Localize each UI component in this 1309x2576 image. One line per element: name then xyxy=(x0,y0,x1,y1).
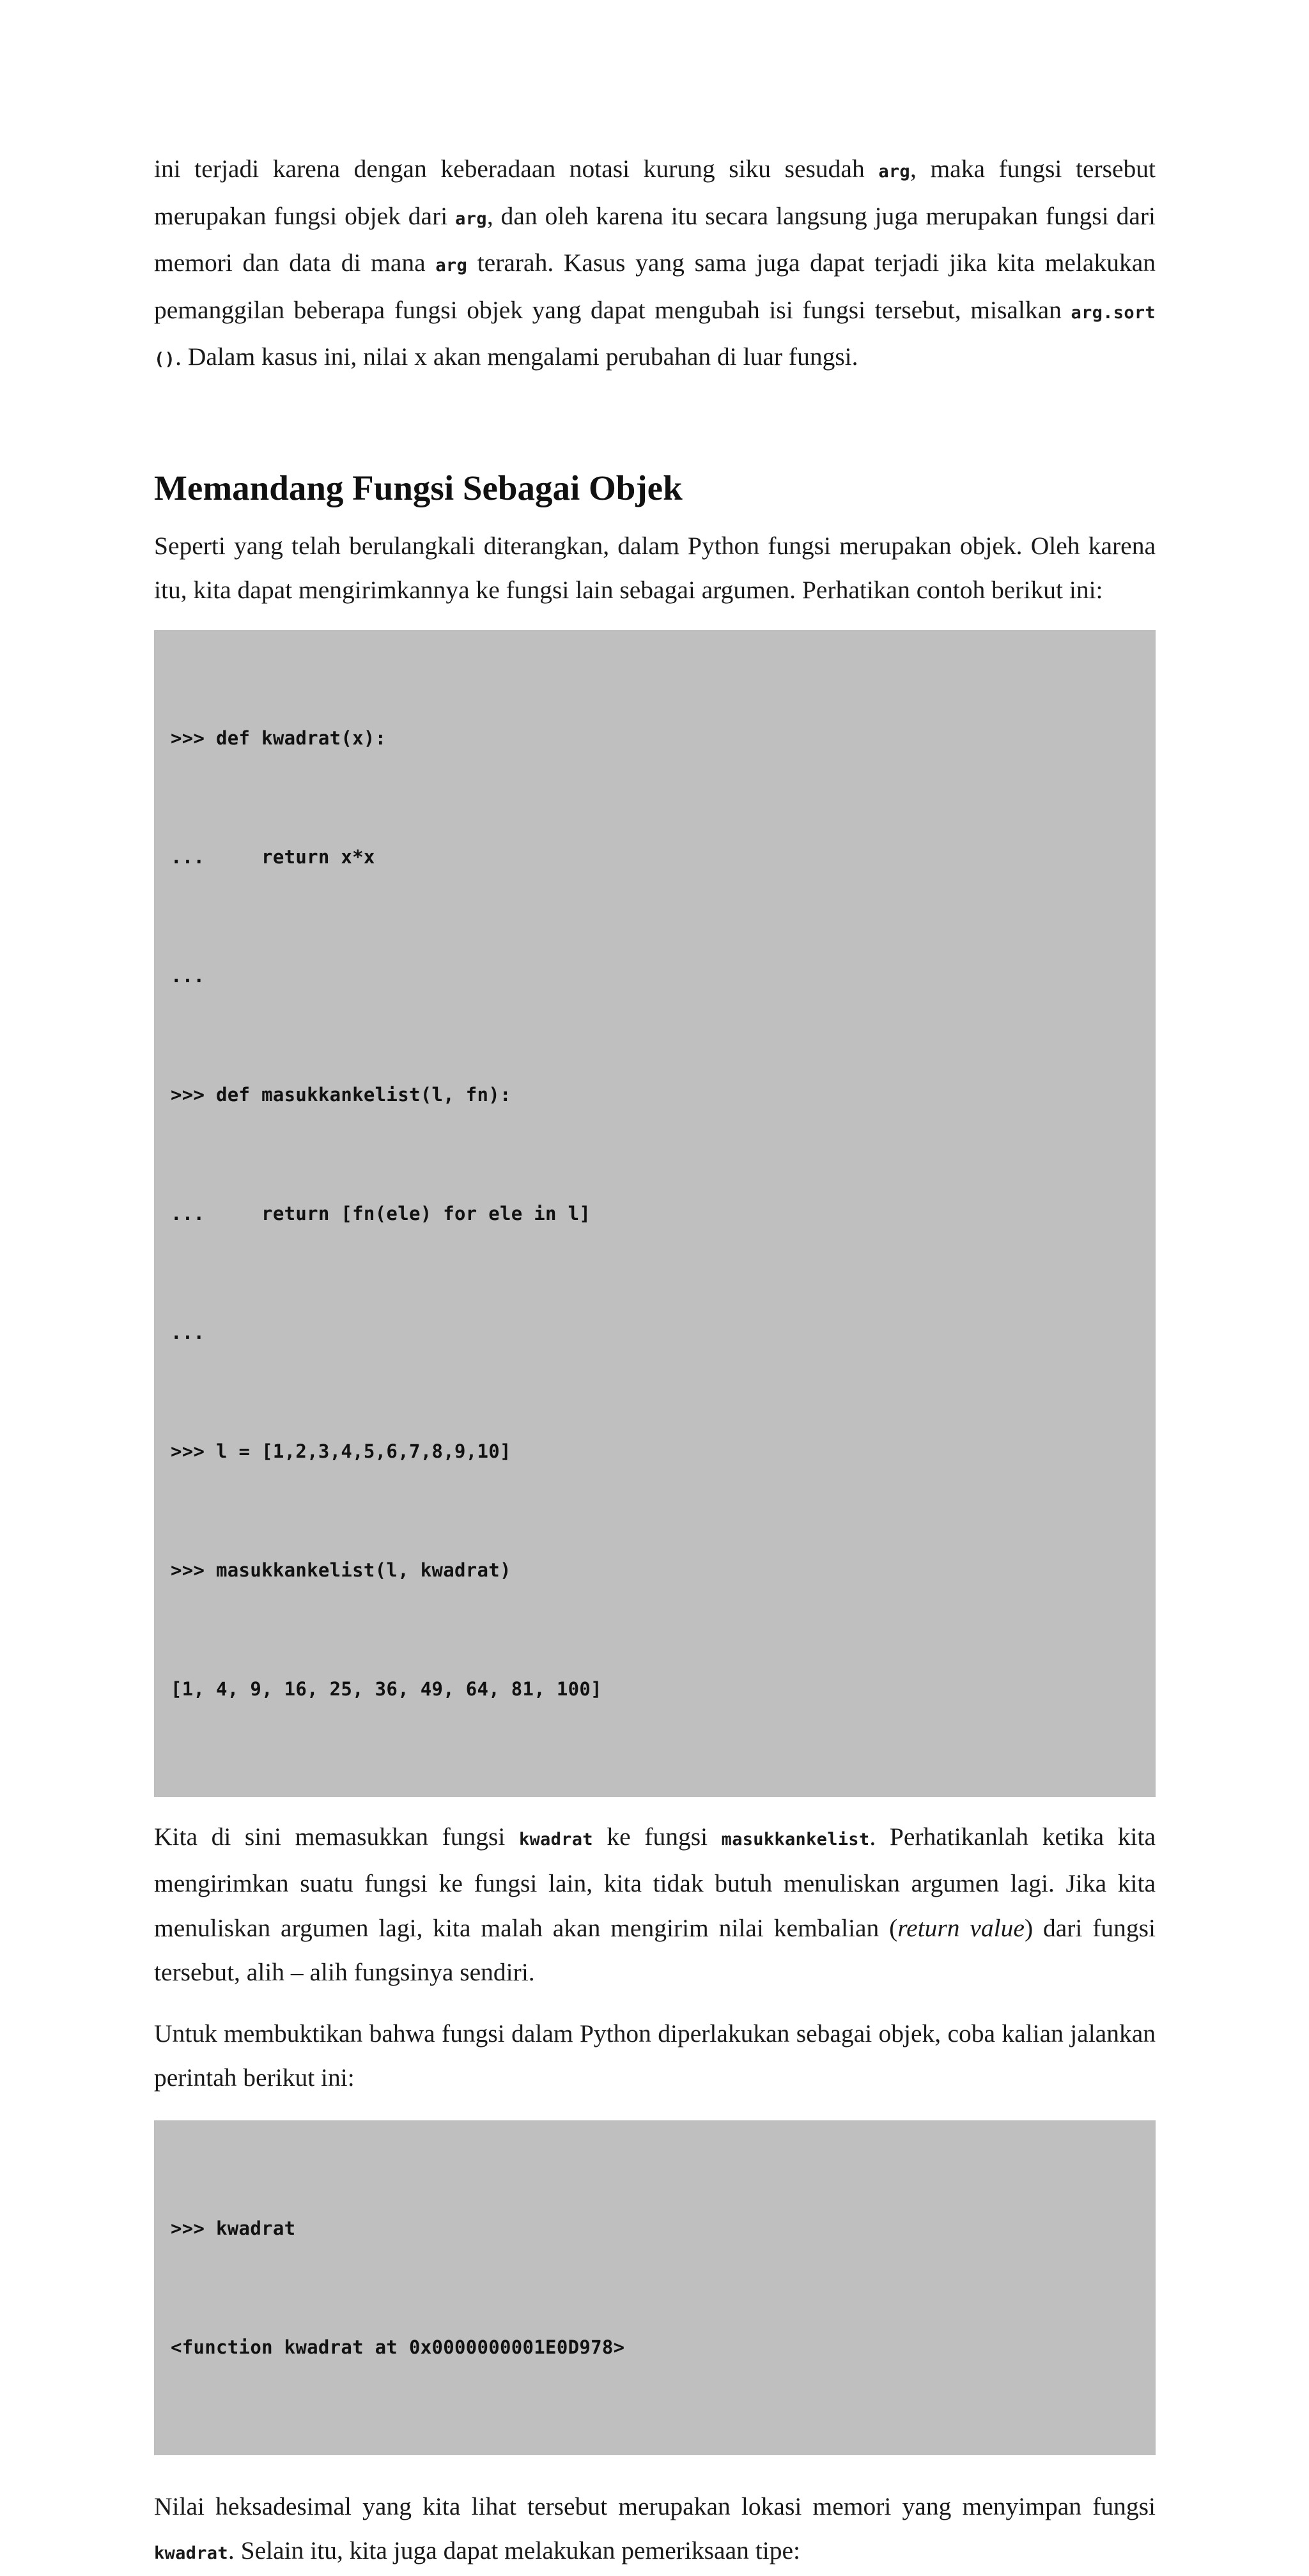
kita-text-4: ) dari fungsi tersebut, alih – alih fungsinya sendiri. xyxy=(154,1913,1156,1986)
section-heading: Memandang Fungsi Sebagai Objek xyxy=(154,468,683,507)
lead-paragraph: Seperti yang telah berulangkali diterangkan, dalam Python fungsi merupakan objek. Oleh karena itu, kita dapat mengirimkannya ke fungsi lain sebagai argumen. Perhatikan contoh berikut ini: xyxy=(154,531,1156,604)
inline-code-arg: arg xyxy=(455,208,487,229)
inline-code-arg: arg xyxy=(435,256,468,275)
inline-code-kwadrat: kwadrat xyxy=(518,1829,593,1849)
inline-code-arg: arg xyxy=(878,162,910,181)
intro-paragraph xyxy=(154,147,1156,382)
intro-text-4: terarah. Kasus yang sama juga dapat terjadi jika kita melakukan pemanggilan beberapa fungsi objek yang dapat mengubah isi fungsi tersebut, misalkan xyxy=(154,249,1156,324)
kita-text-1: Kita di sini memasukkan fungsi xyxy=(154,1822,519,1851)
code-line: >>> def kwadrat(x): xyxy=(171,727,387,749)
code-block-function-object xyxy=(154,2120,1156,2455)
code-line: [1, 4, 9, 16, 25, 36, 49, 64, 81, 100] xyxy=(171,1677,602,1700)
code-line: >>> kwadrat xyxy=(171,2217,296,2239)
code-line: ... return x*x xyxy=(171,845,375,868)
hex-paragraph xyxy=(154,2485,1156,2576)
inline-code-masukkankelist: masukkankelist xyxy=(721,1829,870,1849)
code-line: ... return [fn(ele) for ele in l] xyxy=(171,1202,591,1224)
explanation-paragraph xyxy=(154,1815,1156,1995)
code-line: >>> def masukkankelist(l, fn): xyxy=(171,1083,511,1106)
code-block-kwadrat-example xyxy=(154,630,1156,1797)
intro-text-1: ini terjadi karena dengan keberadaan notasi kurung siku sesudah xyxy=(154,155,879,183)
inline-code-arg-sort: arg.sort () xyxy=(154,302,1156,369)
intro-text-2: , maka fungsi tersebut merupakan fungsi objek dari xyxy=(154,155,1156,230)
proof-paragraph: Untuk membuktikan bahwa fungsi dalam Python diperlakukan sebagai objek, coba kalian jalankan perintah berikut ini: xyxy=(154,2019,1156,2092)
nilai-text-2: . Selain itu, kita juga dapat melakukan pemeriksaan tipe: xyxy=(228,2536,800,2564)
kita-text-3: . Perhatikanlah ketika kita mengirimkan suatu fungsi ke fungsi lain, kita tidak butuh menuliskan argumen lagi. Jika kita menuliskan argumen lagi, kita malah akan mengirim nilai kembalian ( xyxy=(154,1822,1156,1942)
code-line: ... xyxy=(171,1321,205,1343)
document-page xyxy=(154,147,1156,2576)
nilai-text-1: Nilai heksadesimal yang kita lihat tersebut merupakan lokasi memori yang menyimpan fungsi xyxy=(154,2492,1156,2520)
code-line: <function kwadrat at 0x0000000001E0D978> xyxy=(171,2336,625,2358)
code-line: >>> masukkankelist(l, kwadrat) xyxy=(171,1559,511,1581)
code-line: >>> l = [1,2,3,4,5,6,7,8,9,10] xyxy=(171,1440,511,1462)
intro-text-3: , dan oleh karena itu secara langsung juga merupakan fungsi dari memori dan data di mana xyxy=(154,201,1156,277)
inline-code-kwadrat: kwadrat xyxy=(154,2543,228,2563)
intro-text-5: . Dalam kasus ini, nilai x akan mengalami perubahan di luar fungsi. xyxy=(175,343,858,371)
code-line: ... xyxy=(171,964,205,987)
italic-return-value: return value xyxy=(897,1913,1025,1942)
kita-text-2: ke fungsi xyxy=(593,1822,722,1851)
